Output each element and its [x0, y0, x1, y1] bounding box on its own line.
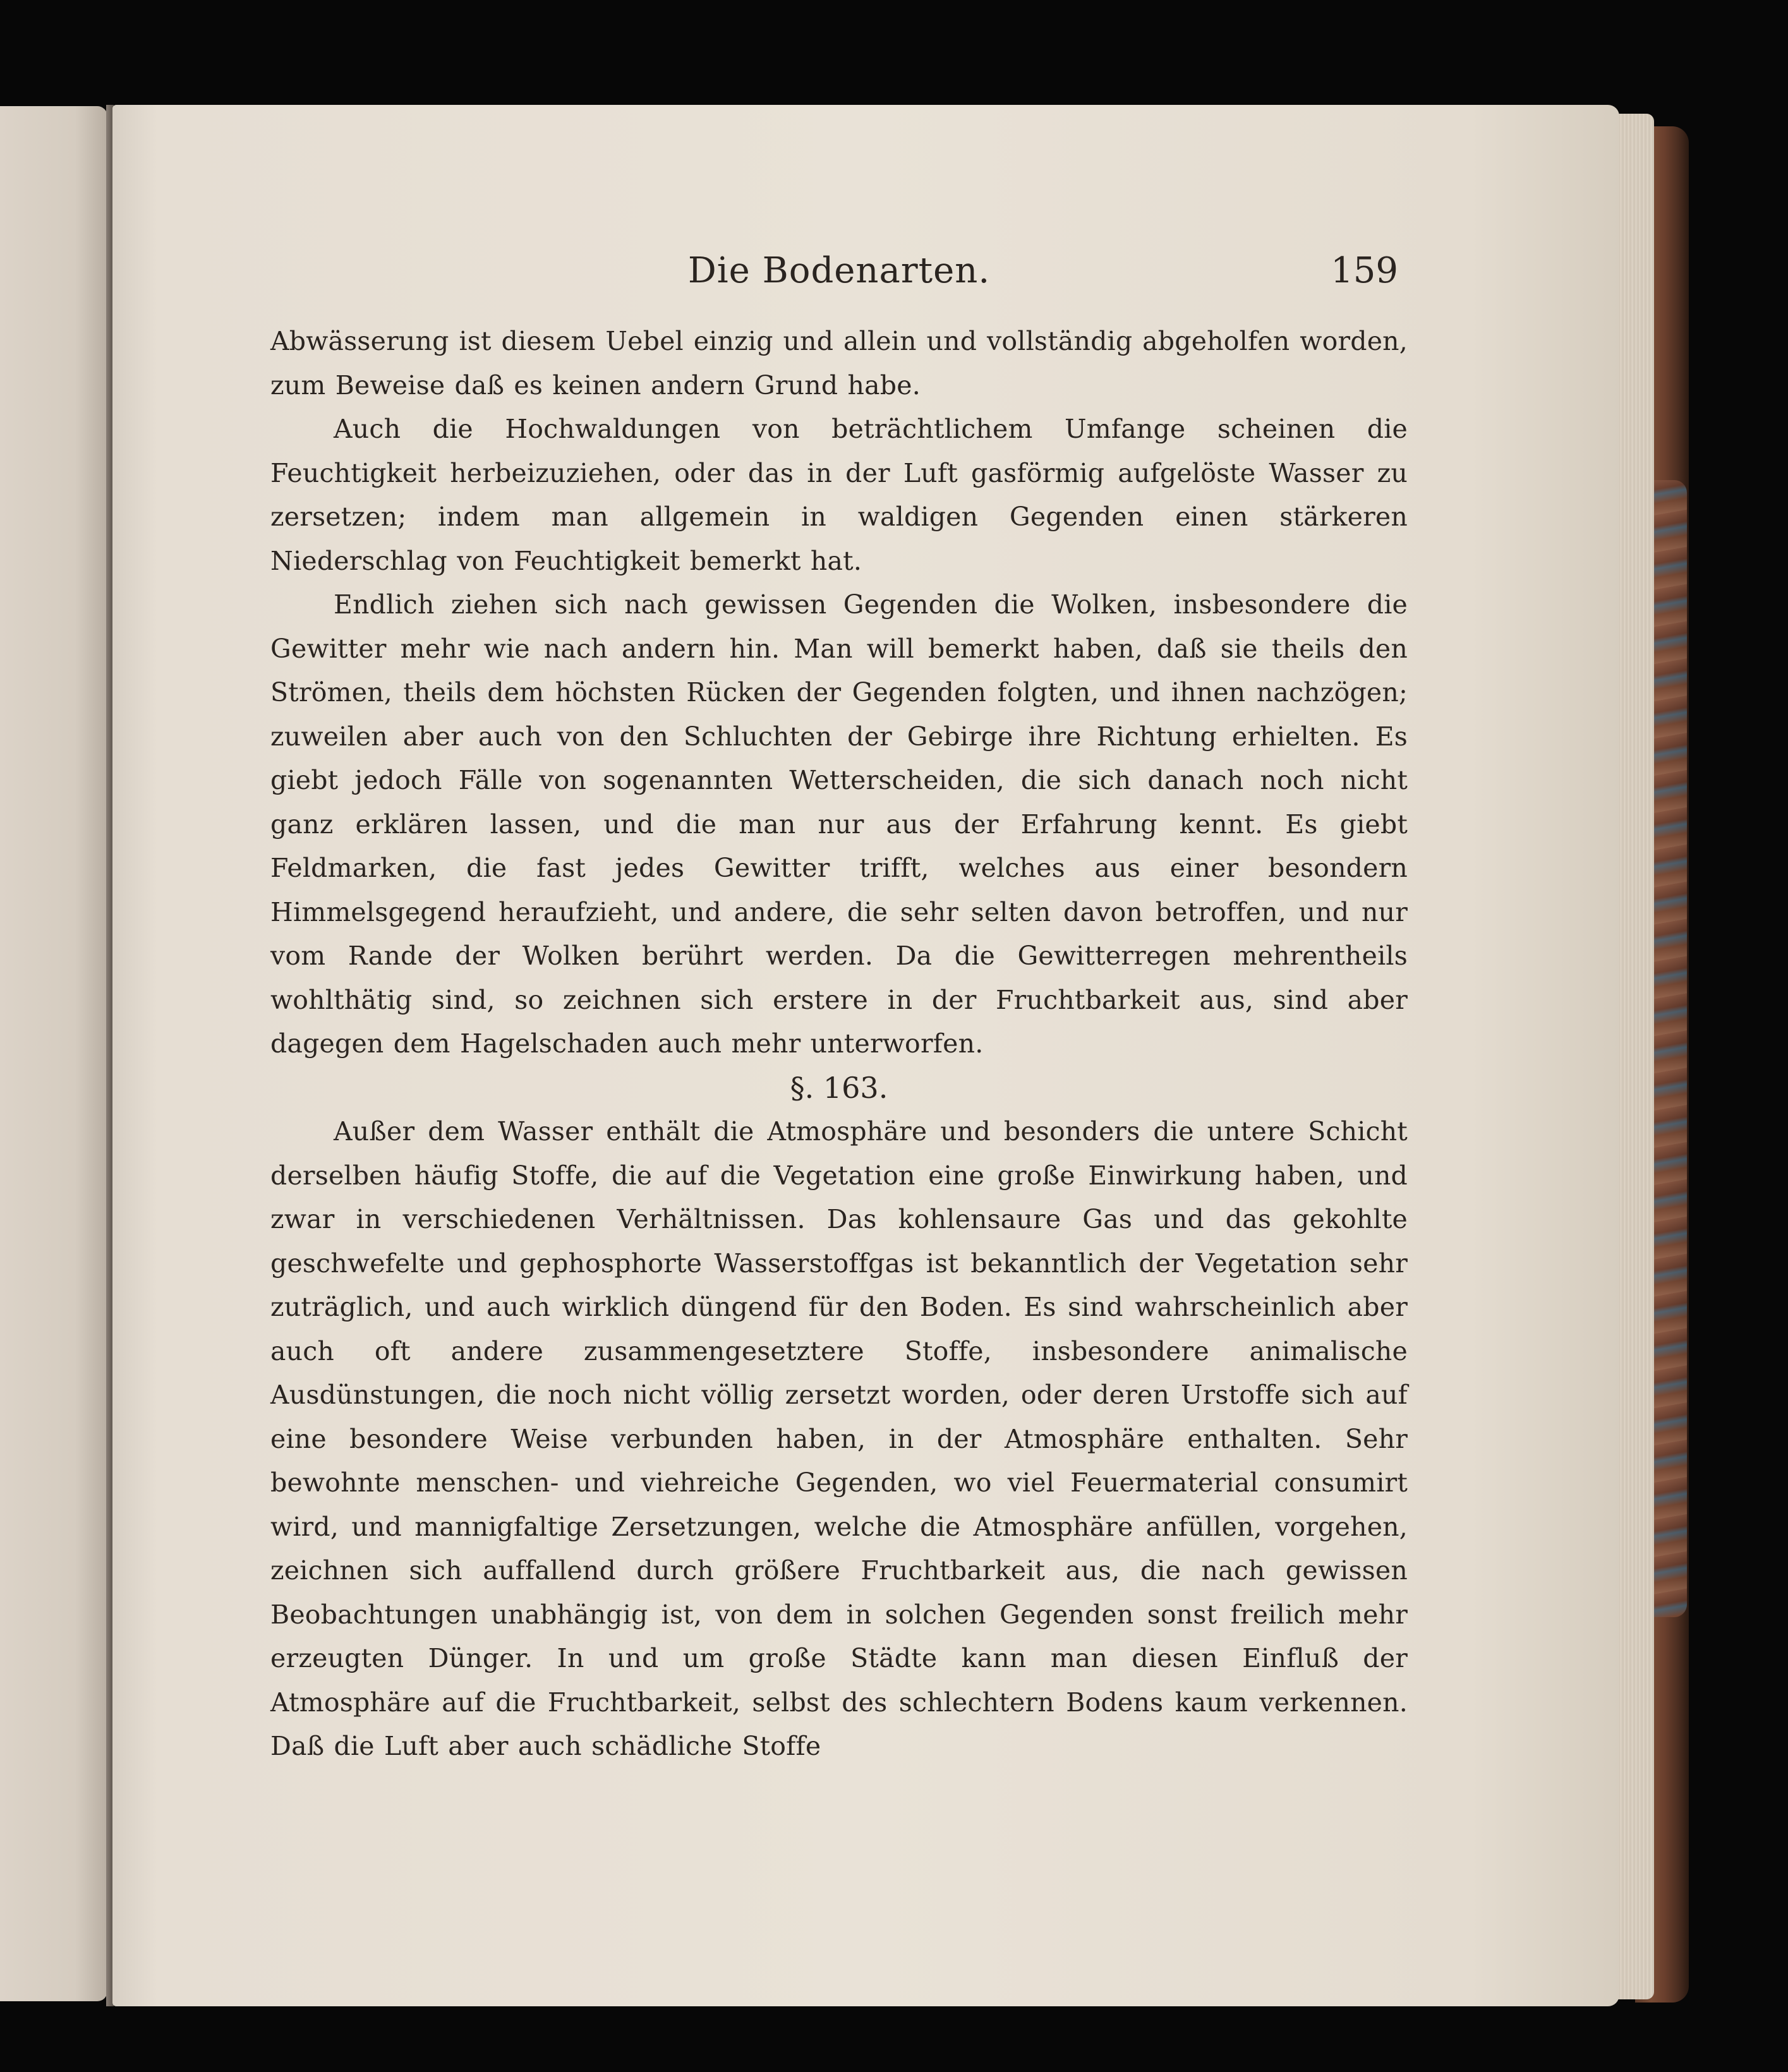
page-number: 159	[1331, 250, 1398, 291]
facing-page-edge	[0, 106, 107, 2001]
running-title: Die Bodenarten.	[687, 250, 991, 291]
running-head	[270, 250, 1408, 320]
page-text-block	[270, 250, 1408, 1769]
section-heading: §. 163.	[790, 1070, 888, 1105]
paragraph-2: Auch die Hochwaldungen von beträchtlichem Umfange scheinen die Feuchtigkeit herbeizuziehen, oder das in der Luft gasförmig aufgelöste Wasser zu zersetzen; indem man allgemein in waldigen Gegenden einen stärkeren Niederschlag von Feuchtigkeit bemerkt hat.	[270, 414, 1408, 576]
section-paragraph: Außer dem Wasser enthält die Atmosphäre und besonders die untere Schicht derselben häufig Stoffe, die auf die Vegetation eine große Einwirkung haben, und zwar in verschiedenen Verhältnissen. Das kohlensaure Gas und das gekohlte geschwefelte und gephosphorte Wasserstoffgas ist bekanntlich der Vegetation sehr zuträglich, und auch wirklich düngend für den Boden. Es sind wahrscheinlich aber auch oft andere zusammengesetztere Stoffe, insbesondere animalische Ausdünstungen, die noch nicht völlig zersetzt worden, oder deren Urstoffe sich auf eine besondere Weise verbunden haben, in der Atmosphäre enthalten. Sehr bewohnte menschen- und viehreiche Gegenden, wo viel Feuermaterial consumirt wird, und mannigfaltige Zersetzungen, welche die Atmosphäre anfüllen, vorgehen, zeichnen sich auffallend durch größere Fruchtbarkeit aus, die nach gewissen Beobachtungen unabhängig ist, von dem in solchen Gegenden sonst freilich mehr erzeugten Dünger. In und um große Städte kann man diesen Einfluß der Atmosphäre auf die Fruchtbarkeit, selbst des schlechtern Bodens kaum verkennen. Daß die Luft aber auch schädliche Stoffe	[270, 1116, 1408, 1761]
book-page	[112, 105, 1619, 2006]
paragraph-1: Abwässerung ist diesem Uebel einzig und allein und vollständig abgeholfen worden, zum Beweise daß es keinen andern Grund habe.	[270, 326, 1408, 401]
paragraph-3: Endlich ziehen sich nach gewissen Gegenden die Wolken, insbesondere die Gewitter mehr wie nach andern hin. Man will bemerkt haben, daß sie theils den Strömen, theils dem höchsten Rücken der Gegenden folgten, und ihnen nachzögen; zuweilen aber auch von den Schluchten der Gebirge ihre Richtung erhielten. Es giebt jedoch Fälle von sogenannten Wetterscheiden, die sich danach noch nicht ganz erklären lassen, und die man nur aus der Erfahrung kennt. Es giebt Feldmarken, die fast jedes Gewitter trifft, welches aus einer besondern Himmelsgegend heraufzieht, und andere, die sehr selten davon betroffen, und nur vom Rande der Wolken berührt werden. Da die Gewitterregen mehrentheils wohlthätig sind, so zeichnen sich erstere in der Fruchtbarkeit aus, sind aber dagegen dem Hagelschaden auch mehr unterworfen.	[270, 589, 1408, 1059]
